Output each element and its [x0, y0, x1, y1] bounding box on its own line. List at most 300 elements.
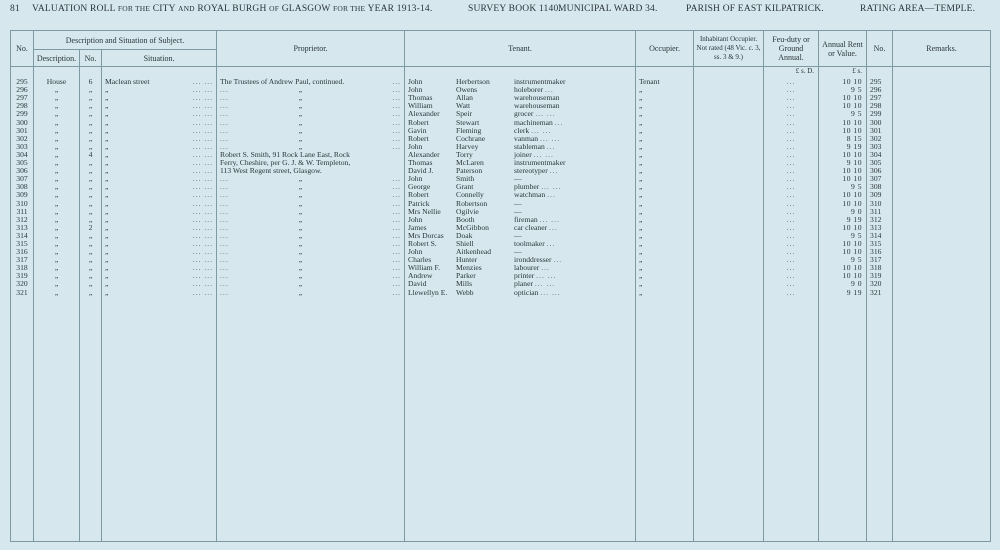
row-desc-no: 4 — [80, 151, 102, 159]
prop-trail-dots: ... — [392, 126, 402, 135]
tenant-occupation: machineman — [514, 118, 553, 127]
row-tenant: Gavin Fleming clerk ... ... — [405, 127, 636, 135]
row-inhabitant — [694, 127, 764, 135]
row-description: „ — [34, 280, 80, 288]
row-no2: 305 — [867, 159, 893, 167]
row-feu: ... — [764, 94, 819, 102]
tenant-occupation: — — [514, 248, 522, 257]
prop-trail-dots: ... — [392, 272, 402, 281]
table-row — [11, 110, 991, 118]
tenant-occupation: vanman — [514, 134, 539, 143]
row-inhabitant — [694, 200, 764, 208]
tenant-occupation: stereotyper — [514, 167, 548, 176]
tenant-forename: Llewellyn E. — [408, 288, 448, 297]
prop-dots: ... — [220, 215, 229, 224]
row-tenant: James McGibbon car cleaner ... — [405, 224, 636, 232]
row-occupier: „ — [636, 224, 694, 232]
row-proprietor — [217, 256, 405, 264]
tenant-forename: John — [408, 175, 423, 184]
tenant-occupation: car cleaner — [514, 223, 548, 232]
row-feu: ... — [764, 175, 819, 183]
row-description: „ — [34, 256, 80, 264]
table-row — [11, 232, 991, 240]
row-tenant: John Harvey stableman ... — [405, 143, 636, 151]
row-situation: „ ... ... — [102, 159, 217, 167]
row-proprietor — [217, 119, 405, 127]
row-feu: ... — [764, 240, 819, 248]
row-no2: 303 — [867, 143, 893, 151]
tenant-occupation: labourer — [514, 264, 540, 273]
row-remarks — [893, 75, 991, 86]
tenant-forename: John — [408, 77, 423, 87]
row-rent: 9 0 — [819, 208, 867, 216]
tenant-surname: Webb — [456, 288, 474, 297]
row-rent: 10 10 — [819, 200, 867, 208]
row-desc-no: „ — [80, 183, 102, 191]
prop-ditto: „ — [298, 126, 303, 135]
row-desc-no: „ — [80, 119, 102, 127]
row-situation: „ ... ... — [102, 200, 217, 208]
row-tenant: Alexander Torry joiner ... ... — [405, 151, 636, 159]
row-remarks — [893, 94, 991, 102]
tenant-surname: Mills — [456, 280, 473, 289]
row-inhabitant — [694, 248, 764, 256]
row-desc-no: „ — [80, 264, 102, 272]
row-occupier: „ — [636, 280, 694, 288]
row-remarks — [893, 151, 991, 159]
row-rent: 10 10 — [819, 119, 867, 127]
row-feu: ... — [764, 191, 819, 199]
row-situation: „ ... ... — [102, 127, 217, 135]
row-rent: 9 19 — [819, 143, 867, 151]
row-inhabitant — [694, 216, 764, 224]
row-situation: „ ... ... — [102, 167, 217, 175]
row-proprietor — [217, 216, 405, 224]
row-proprietor — [217, 240, 405, 248]
row-situation: „ ... ... — [102, 102, 217, 110]
row-description: „ — [34, 94, 80, 102]
row-description: „ — [34, 102, 80, 110]
rating-area: RATING AREA—TEMPLE. — [860, 4, 976, 14]
row-no2: 320 — [867, 280, 893, 288]
proprietor-name: 113 West Regent street, Glasgow. — [220, 167, 322, 176]
row-situation: „ ... ... — [102, 264, 217, 272]
page-header — [0, 4, 1000, 18]
row-rent: 9 19 — [819, 216, 867, 224]
row-description: „ — [34, 143, 80, 151]
tenant-forename: Robert S. — [408, 239, 437, 248]
row-occupier: „ — [636, 143, 694, 151]
row-situation: „ ... ... — [102, 86, 217, 94]
prop-dots: ... — [220, 183, 229, 192]
tenant-surname: Doak — [456, 231, 473, 240]
row-no: 321 — [11, 289, 34, 297]
tenant-surname: Connelly — [456, 191, 484, 200]
row-proprietor — [217, 232, 405, 240]
row-description: „ — [34, 208, 80, 216]
row-rent: 10 10 — [819, 224, 867, 232]
row-rent: 10 10 — [819, 94, 867, 102]
row-feu: ... — [764, 200, 819, 208]
row-remarks — [893, 127, 991, 135]
prop-trail-dots: ... — [392, 134, 402, 143]
row-tenant: William F. Menzies labourer ... — [405, 264, 636, 272]
row-occupier: „ — [636, 102, 694, 110]
row-occupier: „ — [636, 175, 694, 183]
row-no2: 321 — [867, 289, 893, 297]
prop-trail-dots: ... — [392, 102, 402, 111]
row-proprietor — [217, 208, 405, 216]
row-tenant — [405, 248, 636, 256]
row-remarks — [893, 102, 991, 110]
row-no: 319 — [11, 272, 34, 280]
tenant-surname: Harvey — [456, 142, 479, 151]
prop-ditto: „ — [298, 175, 303, 184]
feu-units: £ s. D. — [764, 67, 819, 76]
prop-ditto: „ — [298, 239, 303, 248]
prop-trail-dots: ... — [392, 175, 402, 184]
row-no2: 315 — [867, 240, 893, 248]
tenant-surname: Aitkenhead — [456, 248, 492, 257]
row-tenant: Charles Hunter ironddresser ... — [405, 256, 636, 264]
row-remarks — [893, 191, 991, 199]
tenant-forename: Robert — [408, 134, 429, 143]
row-no: 317 — [11, 256, 34, 264]
row-inhabitant — [694, 224, 764, 232]
row-description: „ — [34, 119, 80, 127]
prop-trail-dots: ... — [392, 183, 402, 192]
tenant-surname: Hunter — [456, 256, 478, 265]
row-occupier: „ — [636, 86, 694, 94]
col-occupier: Occupier. — [636, 31, 694, 67]
row-tenant: John Booth fireman ... ... — [405, 216, 636, 224]
row-rent: 9 0 — [819, 280, 867, 288]
tenant-occupation: — — [514, 199, 522, 208]
row-description: „ — [34, 264, 80, 272]
col-desc-no: No. — [80, 50, 102, 67]
row-proprietor — [217, 143, 405, 151]
prop-trail-dots: ... — [392, 288, 402, 297]
row-inhabitant — [694, 256, 764, 264]
row-desc-no: „ — [80, 127, 102, 135]
table-row — [11, 75, 991, 86]
row-remarks — [893, 272, 991, 280]
row-description: „ — [34, 191, 80, 199]
table-row — [11, 94, 991, 102]
row-inhabitant — [694, 159, 764, 167]
row-desc-no: „ — [80, 248, 102, 256]
row-no2: 318 — [867, 264, 893, 272]
tenant-forename: William F. — [408, 264, 441, 273]
row-no2: 311 — [867, 208, 893, 216]
tenant-occupation: stableman — [514, 142, 545, 151]
row-desc-no: „ — [80, 272, 102, 280]
row-inhabitant — [694, 75, 764, 86]
row-no: 295 — [11, 75, 34, 86]
tenant-occupation: optician — [514, 288, 539, 297]
prop-trail-dots: ... — [392, 280, 402, 289]
row-remarks — [893, 159, 991, 167]
row-feu: ... — [764, 167, 819, 175]
row-occupier: „ — [636, 119, 694, 127]
row-remarks — [893, 256, 991, 264]
row-no2: 295 — [867, 75, 893, 86]
parish: PARISH OF EAST KILPATRICK. — [686, 4, 824, 14]
row-no: 302 — [11, 135, 34, 143]
row-situation: „ ... ... — [102, 208, 217, 216]
prop-ditto: „ — [298, 110, 303, 119]
row-remarks — [893, 86, 991, 94]
tenant-forename: James — [408, 223, 427, 232]
row-feu: ... — [764, 127, 819, 135]
row-occupier: „ — [636, 272, 694, 280]
row-rent: 9 19 — [819, 289, 867, 297]
row-desc-no: „ — [80, 200, 102, 208]
row-tenant — [405, 232, 636, 240]
tenant-forename: Charles — [408, 256, 432, 265]
row-inhabitant — [694, 272, 764, 280]
row-remarks — [893, 167, 991, 175]
table-row — [11, 127, 991, 135]
row-no2: 310 — [867, 200, 893, 208]
table-row — [11, 256, 991, 264]
row-feu: ... — [764, 151, 819, 159]
row-situation: „ ... ... — [102, 232, 217, 240]
prop-dots: ... — [220, 288, 229, 297]
tenant-occupation: grocer — [514, 110, 534, 119]
blank-rows — [11, 297, 991, 542]
row-no: 318 — [11, 264, 34, 272]
row-situation: „ ... ... — [102, 240, 217, 248]
row-inhabitant — [694, 143, 764, 151]
tenant-forename: Alexander — [408, 150, 440, 159]
tenant-forename: William — [408, 102, 433, 111]
col-remarks: Remarks. — [893, 31, 991, 67]
row-rent: 8 15 — [819, 135, 867, 143]
row-inhabitant — [694, 151, 764, 159]
row-proprietor — [217, 191, 405, 199]
row-remarks — [893, 240, 991, 248]
row-no: 298 — [11, 102, 34, 110]
tenant-occupation: toolmaker — [514, 239, 545, 248]
row-feu: ... — [764, 232, 819, 240]
prop-trail-dots: ... — [392, 215, 402, 224]
prop-dots: ... — [220, 207, 229, 216]
tenant-surname: Allan — [456, 94, 473, 103]
row-desc-no: „ — [80, 102, 102, 110]
row-situation: „ ... ... — [102, 143, 217, 151]
table-row — [11, 183, 991, 191]
prop-ditto: „ — [298, 264, 303, 273]
row-tenant — [405, 200, 636, 208]
row-occupier: „ — [636, 256, 694, 264]
municipal-ward: MUNICIPAL WARD 34. — [558, 4, 658, 14]
row-rent: 10 10 — [819, 248, 867, 256]
tenant-occupation: plumber — [514, 183, 540, 192]
row-description: „ — [34, 216, 80, 224]
col-inhabitant: Inhabitant Occupier. Not rated (48 Vic. c. 3, ss. 3 & 9.) — [694, 31, 764, 67]
row-desc-no: 2 — [80, 224, 102, 232]
row-no: 309 — [11, 191, 34, 199]
row-inhabitant — [694, 289, 764, 297]
table-row — [11, 175, 991, 183]
row-rent: 10 10 — [819, 272, 867, 280]
tenant-surname: Booth — [456, 215, 475, 224]
row-proprietor — [217, 175, 405, 183]
row-occupier: „ — [636, 248, 694, 256]
row-proprietor — [217, 151, 405, 159]
row-desc-no: „ — [80, 159, 102, 167]
row-remarks — [893, 264, 991, 272]
row-feu: ... — [764, 119, 819, 127]
row-description: „ — [34, 183, 80, 191]
row-description: „ — [34, 240, 80, 248]
tenant-occupation: joiner — [514, 150, 532, 159]
tenant-surname: Herbertson — [456, 77, 490, 87]
row-feu: ... — [764, 75, 819, 86]
tenant-occupation: fireman — [514, 215, 538, 224]
row-remarks — [893, 248, 991, 256]
row-situation: „ ... ... — [102, 183, 217, 191]
table-row — [11, 208, 991, 216]
row-rent: 10 10 — [819, 167, 867, 175]
prop-trail-dots: ... — [392, 231, 402, 240]
row-feu: ... — [764, 248, 819, 256]
tenant-forename: Mrs Nellie — [408, 207, 441, 216]
rent-units: £ s. — [819, 67, 867, 76]
prop-trail-dots: ... — [392, 94, 402, 103]
row-tenant — [405, 159, 636, 167]
row-desc-no: „ — [80, 175, 102, 183]
row-situation: Maclean street ... ... — [102, 75, 217, 86]
row-inhabitant — [694, 264, 764, 272]
table-row — [11, 143, 991, 151]
prop-dots: ... — [220, 231, 229, 240]
prop-ditto: „ — [298, 215, 303, 224]
row-tenant: Robert Stewart machineman ... — [405, 119, 636, 127]
row-occupier: „ — [636, 159, 694, 167]
row-feu: ... — [764, 264, 819, 272]
row-tenant — [405, 102, 636, 110]
prop-dots: ... — [220, 256, 229, 265]
row-no2: 298 — [867, 102, 893, 110]
row-occupier: „ — [636, 135, 694, 143]
row-proprietor — [217, 224, 405, 232]
row-occupier: „ — [636, 232, 694, 240]
row-desc-no: 6 — [80, 75, 102, 86]
row-feu: ... — [764, 183, 819, 191]
row-no: 306 — [11, 167, 34, 175]
row-no: 311 — [11, 208, 34, 216]
tenant-surname: Grant — [456, 183, 474, 192]
row-rent: 9 5 — [819, 183, 867, 191]
row-no2: 314 — [867, 232, 893, 240]
prop-trail-dots: ... — [392, 142, 402, 151]
row-remarks — [893, 175, 991, 183]
col-no: No. — [11, 31, 34, 67]
row-tenant: George Grant plumber ... ... — [405, 183, 636, 191]
table-row — [11, 191, 991, 199]
prop-ditto: „ — [298, 134, 303, 143]
row-remarks — [893, 200, 991, 208]
prop-dots: ... — [220, 272, 229, 281]
row-desc-no: „ — [80, 240, 102, 248]
tenant-forename: Robert — [408, 191, 429, 200]
prop-ditto: „ — [298, 86, 303, 95]
row-proprietor — [217, 110, 405, 118]
row-description: „ — [34, 232, 80, 240]
row-no2: 301 — [867, 127, 893, 135]
prop-ditto: „ — [298, 118, 303, 127]
tenant-forename: John — [408, 248, 423, 257]
row-no2: 307 — [867, 175, 893, 183]
row-tenant — [405, 208, 636, 216]
row-no: 314 — [11, 232, 34, 240]
table-row — [11, 224, 991, 232]
tenant-forename: Gavin — [408, 126, 427, 135]
row-no: 299 — [11, 110, 34, 118]
col-feu: Feu-duty or Ground Annual. — [764, 31, 819, 67]
row-desc-no: „ — [80, 167, 102, 175]
row-desc-no: „ — [80, 191, 102, 199]
tenant-forename: Thomas — [408, 159, 433, 168]
row-proprietor — [217, 102, 405, 110]
row-feu: ... — [764, 86, 819, 94]
row-rent: 10 10 — [819, 240, 867, 248]
tenant-forename: Thomas — [408, 94, 433, 103]
row-description: „ — [34, 248, 80, 256]
row-no2: 313 — [867, 224, 893, 232]
row-situation: „ ... ... — [102, 272, 217, 280]
valuation-table — [10, 30, 991, 542]
tenant-occupation: — — [514, 207, 522, 216]
row-proprietor — [217, 167, 405, 175]
row-inhabitant — [694, 94, 764, 102]
row-situation: „ ... ... — [102, 280, 217, 288]
prop-dots: ... — [220, 199, 229, 208]
row-description: „ — [34, 135, 80, 143]
tenant-forename: John — [408, 86, 423, 95]
table-row — [11, 102, 991, 110]
row-rent: 9 5 — [819, 110, 867, 118]
prop-ditto: „ — [298, 256, 303, 265]
prop-ditto: „ — [298, 102, 303, 111]
tenant-forename: Alexander — [408, 110, 440, 119]
row-description: „ — [34, 167, 80, 175]
row-occupier: „ — [636, 191, 694, 199]
prop-trail-dots: ... — [392, 207, 402, 216]
row-no: 310 — [11, 200, 34, 208]
row-proprietor — [217, 86, 405, 94]
row-inhabitant — [694, 208, 764, 216]
table-row — [11, 167, 991, 175]
row-situation: „ ... ... — [102, 175, 217, 183]
tenant-forename: Patrick — [408, 199, 430, 208]
row-occupier: „ — [636, 200, 694, 208]
row-no: 320 — [11, 280, 34, 288]
row-tenant: John Owens holeborer ... — [405, 86, 636, 94]
table-row — [11, 240, 991, 248]
row-desc-no: „ — [80, 289, 102, 297]
row-rent: 10 10 — [819, 191, 867, 199]
prop-trail-dots: ... — [392, 239, 402, 248]
row-occupier: „ — [636, 127, 694, 135]
row-desc-no: „ — [80, 135, 102, 143]
row-occupier: „ — [636, 94, 694, 102]
table-row — [11, 151, 991, 159]
row-rent: 10 10 — [819, 151, 867, 159]
row-no: 305 — [11, 159, 34, 167]
